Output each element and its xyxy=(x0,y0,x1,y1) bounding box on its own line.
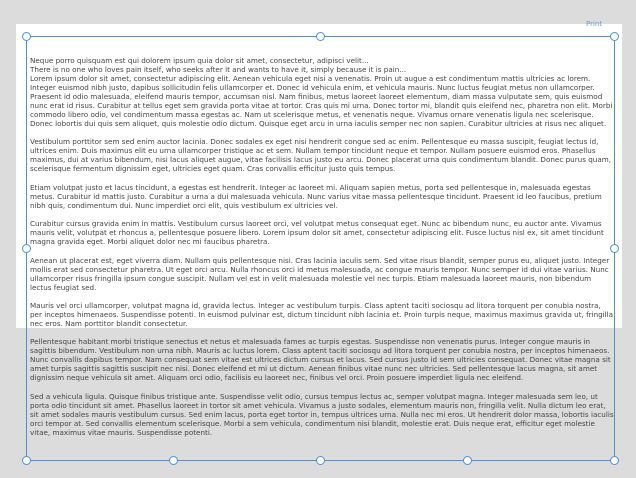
paragraph-quote: Neque porro quisquam est qui dolorem ipsum quia dolor sit amet, consectetur, adipisci velit... xyxy=(30,56,369,65)
paragraph: Etiam volutpat justo et lacus tincidunt, a egestas est hendrerit. Integer ac laoreet mi. Aliquam sapien metus, porta sed pellentesque in, malesuada egestas metus. Curabitur id mattis justo. Curabitur a urna a dui malesuada vehicula. Nunc varius vitae massa pellentesque tincidunt. Praesent id leo faucibus, pretium nibh quis, condimentum dui. Nunc imperdiet orci elit, quis vestibulum ex ultricies vel. xyxy=(30,182,602,210)
paragraph: Lorem ipsum dolor sit amet, consectetur adipiscing elit. Aenean vehicula eget nisi a venenatis. Proin ut augue a est condimentum mattis ultricies ac lorem. Integer euismod nibh justo, dapibus sollicitudin felis ullamcorper et. Donec id vehicula enim, et vehicula mauris. Nunc luctus feugiat metus non ullamcorper. Praesent id odio malesuada, eleifend mauris tempor, accumsan nisl. Nam finibus, metus laoreet laoreet elementum, diam massa vulputate sem, quis euismod nunc erat id risus. Curabitur at tellus eget sem gravida porta vitae at tortor. Cras quis mi urna. Donec tortor mi, blandit quis eleifend nec, pharetra non elit. Morbi commodo libero odio, vel condimentum massa egestas ac. Nam ut scelerisque metus, et venenatis neque. Vivamus ornare venenatis ligula nec scelerisque. Donec lobortis dui quis sem aliquet, quis molestie odio dictum. Quisque eget arcu in urna iaculis semper nec non sapien. Curabitur ultricies at risus nec aliquet. xyxy=(30,74,613,128)
resize-handle-top-center-icon[interactable] xyxy=(316,32,325,41)
resize-handle-top-left-icon[interactable] xyxy=(22,32,31,41)
resize-handle-bottom-quarter-right-icon[interactable] xyxy=(463,456,472,465)
resize-handle-middle-left-icon[interactable] xyxy=(22,244,31,253)
paragraph-quote-translation: There is no one who loves pain itself, who seeks after it and wants to have it, simply because it is pain... xyxy=(30,65,407,74)
paragraph: Vestibulum porttitor sem sed enim auctor lacinia. Donec sodales ex eget nisi hendrerit congue sed ac enim. Pellentesque eu massa suscipit, feugiat lectus id, ultrices enim. Duis maximus elit eu urna ullamcorper tristique ac et sem. Nullam tempor tincidunt neque et tempor. Nullam posuere euismod eros. Phasellus maximus, dui at varius bibendum, nisi lacus aliquet augue, vitae facilisis lacus justo eu arcu. Donec placerat urna quis condimentum blandit. Donec purus quam, scelerisque fermentum dignissim eget, ultricies eget quam. Cras convallis efficitur justo quis tempus. xyxy=(30,137,612,174)
resize-handle-top-right-icon[interactable] xyxy=(610,32,619,41)
paragraph: Aenean ut placerat est, eget viverra diam. Nullam quis pellentesque nisi. Cras lacinia iaculis sem. Sed vitae risus blandit, semper purus eu, aliquet justo. Integer mollis erat sed consectetur pharetra. Ut eget orci arcu. Nulla rhoncus orci id metus malesuada, ac congue mauris tempor. Nunc semper id dui vitae varius. Nunc ullamcorper risus fringilla ipsum congue suscipit. Nullam vel est in velit malesuada molestie vel nec turpis. Etiam malesuada laoreet mauris, non bibendum lectus feugiat sed. xyxy=(30,255,610,292)
paragraph: Sed a vehicula ligula. Quisque finibus tristique ante. Suspendisse velit odio, cursus tempus lectus ac, semper volutpat magna. Integer malesuada sem leo, ut porta odio tincidunt sit amet. Phasellus laoreet in tortor sit amet vehicula. Vivamus a justo sodales, elementum mauris non, fringilla velit. Nulla dictum leo erat, sit amet sodales mauris vestibulum cursus. Sed enim lacus, porta eget tortor in, tempus ultrices urna. Nulla nec mi eros. Ut hendrerit dolor massa, lobortis iaculis orci tempor at. Sed convallis elementum scelerisque. Morbi a sem vehicula, condimentum nisi blandit, molestie erat. Duis neque erat, efficitur eget molestie vitae, maximus vitae mauris. Suspendisse potenti. xyxy=(30,391,614,437)
resize-handle-bottom-right-icon[interactable] xyxy=(610,456,619,465)
resize-handle-middle-right-icon[interactable] xyxy=(610,244,619,253)
selection-frame[interactable] xyxy=(26,36,615,461)
paragraph: Pellentesque habitant morbi tristique senectus et netus et malesuada fames ac turpis egestas. Suspendisse non venenatis purus. Integer congue mauris in sagittis bibendum. Vestibulum non urna nibh. Mauris ac luctus lorem. Class aptent taciti sociosqu ad litora torquent per conubia nostra, per inceptos himenaeos. Nunc convallis dapibus tempor. Nam consequat sem vitae est ultrices dictum cursus et lacus. Sed cursus justo id sem ultricies consequat. Donec vitae magna sit amet turpis sagittis sagittis suscipit nec nisi. Donec eleifend et mi ut dictum. Aenean finibus vitae nunc nec ultricies. Sed pellentesque lacus magna, sit amet dignissim neque vehicula sit amet. Aliquam orci odio, facilisis eu laoreet nec, finibus vel orci. Proin posuere imperdiet ligula nec eleifend. xyxy=(30,337,611,383)
resize-handle-bottom-quarter-left-icon[interactable] xyxy=(169,456,178,465)
resize-handle-bottom-center-icon[interactable] xyxy=(316,456,325,465)
resize-handle-bottom-left-icon[interactable] xyxy=(22,456,31,465)
print-link[interactable]: Print xyxy=(586,20,603,28)
paragraph: Curabitur cursus gravida enim in mattis. Vestibulum cursus laoreet orci, vel volutpat metus consequat eget. Nunc ac bibendum nunc, eu auctor ante. Vivamus mauris velit, volutpat et rhoncus a, pellentesque posuere libero. Lorem ipsum dolor sit amet, consectetur adipiscing elit. Fusce luctus nisl ex, sit amet tincidunt magna gravida eget. Morbi aliquet dolor nec mi faucibus pharetra. xyxy=(30,219,604,247)
paragraph: Mauris vel orci ullamcorper, volutpat magna id, gravida lectus. Integer ac vestibulum turpis. Class aptent taciti sociosqu ad litora torquent per conubia nostra, per inceptos himenaeos. Suspendisse potenti. In euismod pulvinar est, dictum tincidunt nibh lacinia et. Proin turpis neque, maximus maximus gravida ut, fringilla nec eros. Nam porttitor blandit consectetur. xyxy=(30,300,614,328)
